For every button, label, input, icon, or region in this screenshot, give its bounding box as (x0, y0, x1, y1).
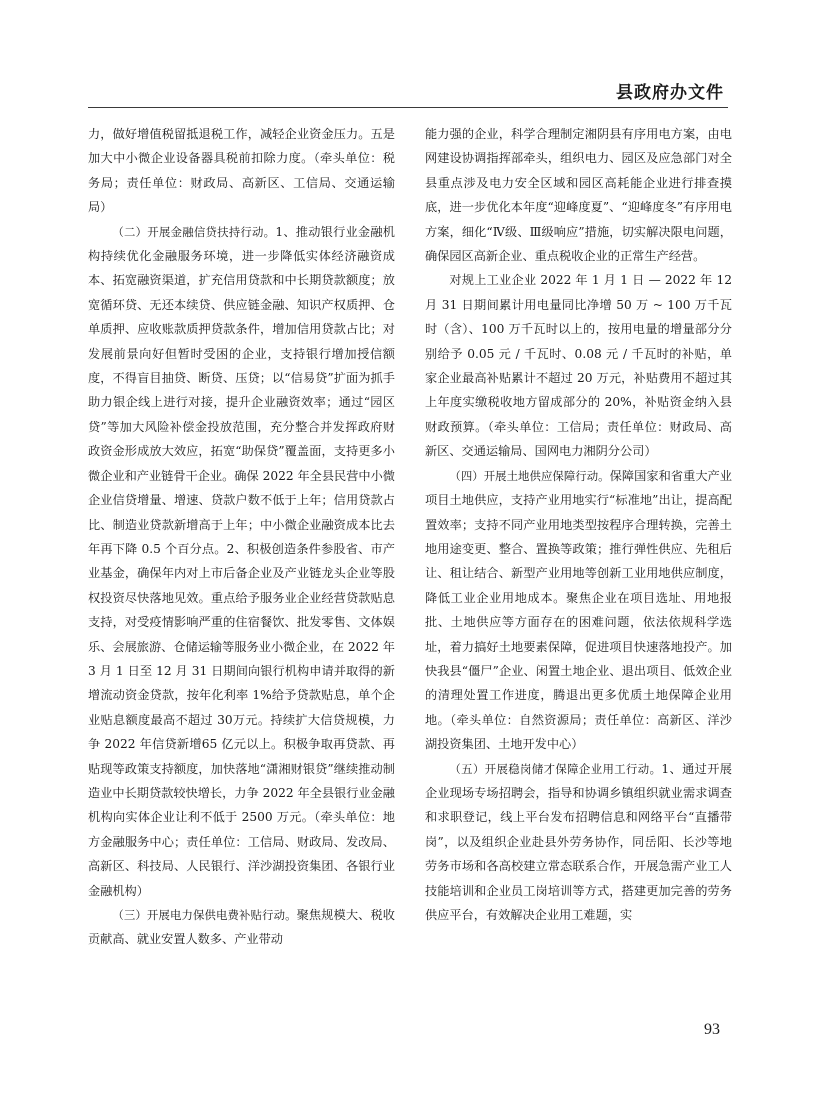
section-title-land: （四）开展土地供应保障行动。 (449, 468, 610, 483)
paragraph-employment (425, 757, 732, 928)
paragraph-tax-continued (88, 122, 395, 220)
header-title: 县政府办文件 (616, 83, 724, 103)
paragraph-text: 1、推动银行业金融机构持续优化金融服务环境，进一步降低实体经济融资成本、拓宽融资渠道，扩充信用贷款和中长期贷款额度；放宽循环贷、无还本续贷、供应链金融、知识产权质押、仓单质押、应收账款质押贷款条件，增加信用贷款占比；对发展前景向好但暂时受困的企业，支持银行增加授信额度，不得盲目抽贷、断贷、压贷；以“信易贷”扩面为抓手助力银企线上进行对接，提升企业融资效率；通过“园区贷”等加大风险补偿金投放范围，充分整合并发挥政府财政资金形成放大效应，拓宽“助保贷”覆盖面，支持更多小微企业和产业链骨干企业。确保 2022 年全县民营中小微企业信贷增量、增速、贷款户数不低于上年；信用贷款占比、制造业贷款新增高于上年；中小微企业融资成本比去年再下降 0.5 个百分点。2、积极创造条件参股省、市产业基金，确保年内对上市后备企业及产业链龙头企业等股权投资尽快落地见效。重点给予服务业企业经营贷款贴息支持，对受疫情影响严重的住宿餐饮、批发零售、文体娱乐、会展旅游、仓储运输等服务业小微企业，在 2022 年 3 月 1 日至 12 月 31 日期间向银行机构申请并取得的新增流动资金贷款，按年化利率 1%给予贷款贴息，单个企业贴息额度最高不超过 30万元。持续扩大信贷规模，力争 2022 年信贷新增65 亿元以上。积极争取再贷款、再贴现等政策支持额度，加快落地“潇湘财银贷”继续推动制造业中长期贷款较快增长，力争 2022 年全县银行业金融机构向实体企业让利不低于 2500 万元。（牵头单位：地方金融服务中心；责任单位：工信局、财政局、发改局、高新区、科技局、人民银行、洋沙湖投资集团、各银行业金融机构） (88, 224, 395, 898)
paragraph-finance-credit (88, 220, 395, 903)
right-column (425, 122, 732, 927)
paragraph-electricity-subsidy (425, 268, 732, 463)
section-title-power: （三）开展电力保供电费补贴行动。 (112, 908, 297, 922)
section-title-finance: （二）开展金融信贷扶持行动。 (112, 224, 276, 239)
paragraph-text: 聚焦规模大、税收贡献高、就业安置人数多、产业带动 (88, 908, 395, 947)
paragraph-text: 能力强的企业，科学合理制定湘阴县有序用电方案，由电网建设协调指挥部牵头，组织电力、园区及应急部门对全县重点涉及电力安全区域和园区高耗能企业进行排查摸底，进一步优化本年度“迎峰度夏”、“迎峰度冬”有序用电方案，细化“Ⅳ级、Ⅲ级响应”措施，切实解决限电问题，确保园区高新企业、重点税收企业的正常生产经营。 (425, 127, 732, 264)
paragraph-text: 对规上工业企业 2022 年 1 月 1 日 — 2022 年 12 月 31 日期间累计用电量同比净增 50 万 ~ 100 万千瓦时（含）、100 万千瓦时以上的，按用电量的增量部分分别给予 0.05 元 / 千瓦时、0.08 元 / 千瓦时的补贴，单家企业最高补贴累计不超过 20 万元，补贴费用不超过其上年度实缴税收地方留成部分的 20%，补贴资金纳入县财政预算。（牵头单位：工信局；责任单位：财政局、高新区、交通运输局、国网电力湘阴分公司） (425, 273, 732, 459)
paragraph-power-subsidy (88, 903, 395, 952)
left-column (88, 122, 395, 952)
page-number: 93 (704, 1021, 720, 1038)
section-title-employment: （五）开展稳岗储才保障企业用工行动。 (449, 761, 662, 776)
paragraph-text: 力，做好增值税留抵退税工作，减轻企业资金压力。五是加大中小微企业设备器具税前扣除力度。（牵头单位：税务局；责任单位：财政局、高新区、工信局、交通运输局） (88, 127, 395, 215)
paragraph-power-continued (425, 122, 732, 268)
header-divider (88, 107, 728, 108)
paragraph-land-supply (425, 464, 732, 757)
paragraph-text: 保障国家和省重大产业项目土地供应，支持产业用地实行“标准地”出让，提高配置效率；支持不同产业用地类型按程序合理转换，完善土地用途变更、整合、置换等政策；推行弹性供应、先租后让、租让结合、新型产业用地等创新工业用地供应制度，降低工业企业用地成本。聚焦企业在项目选址、用地报批、土地供应等方面存在的困难问题，依法依规科学选址，着力搞好土地要素保障，促进项目快速落地投产。加快我县“僵尸”企业、闲置土地企业、退出项目、低效企业的清理处置工作进度，腾退出更多优质土地保障企业用地。（牵头单位：自然资源局；责任单位：高新区、洋沙湖投资集团、土地开发中心） (425, 468, 732, 752)
paragraph-text: 1、通过开展企业现场专场招聘会，指导和协调乡镇组织就业需求调查和求职登记，线上平台发布招聘信息和网络平台“直播带岗”，以及组织企业赴县外劳务协作，同岳阳、长沙等地劳务市场和各高校建立常态联系合作，开展急需产业工人技能培训和企业员工岗培训等方式，搭建更加完善的劳务供应平台，有效解决企业用工难题，实 (425, 761, 732, 922)
